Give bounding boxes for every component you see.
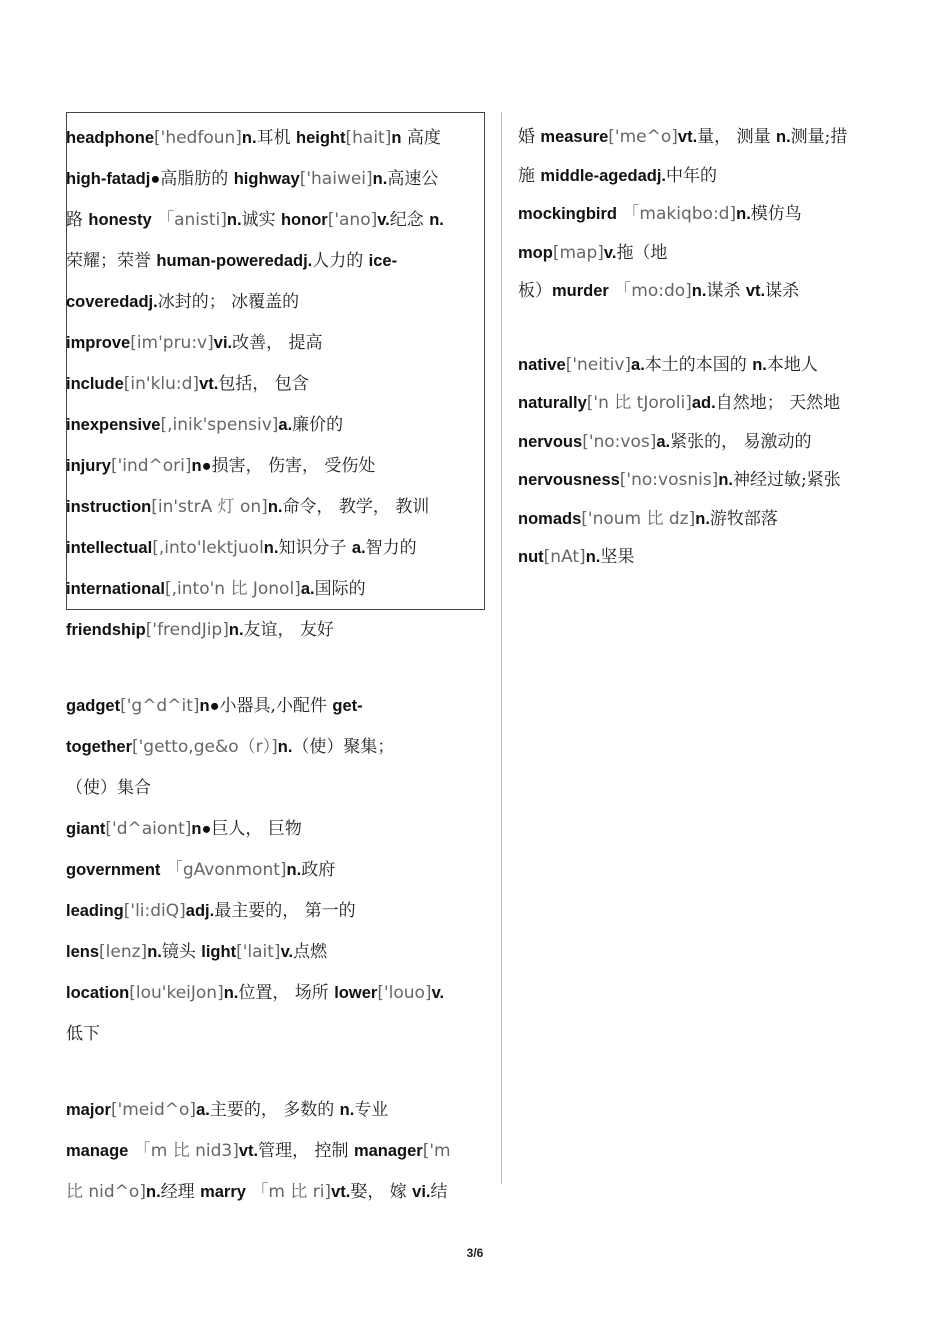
vocab-line	[66, 118, 486, 159]
definition: 高速公	[387, 169, 439, 189]
headword: naturally	[518, 394, 587, 412]
part-of-speech: a.	[300, 580, 315, 598]
headword: highway	[233, 170, 300, 188]
phonetic: ['g^d^it]	[120, 696, 200, 716]
part-of-speech: n.	[263, 539, 279, 557]
phonetic: 「m 比 nid3]	[128, 1141, 239, 1161]
part-of-speech: n.	[147, 943, 162, 961]
headword: human-poweredadj.	[156, 252, 313, 270]
definition: 人力的	[312, 251, 369, 271]
vocab-line	[66, 610, 486, 651]
vocab-line	[66, 282, 486, 323]
definition: 测量;措	[790, 127, 848, 147]
phonetic: [map]	[552, 242, 604, 263]
headword: leading	[66, 902, 124, 920]
phonetic: 「makiqbo:d]	[617, 204, 737, 224]
headword: manager	[353, 1142, 423, 1160]
definition: 命令， 教学， 教训	[282, 497, 430, 517]
definition: 高脂肪的	[160, 169, 234, 189]
headword: injury	[66, 457, 111, 475]
page-number: 3/6	[466, 1246, 484, 1260]
vocab-line	[66, 323, 486, 364]
part-of-speech: vt.	[238, 1142, 259, 1160]
phonetic: ['li:diQ]	[123, 901, 186, 921]
part-of-speech: n.	[775, 128, 791, 146]
phonetic: ['ano]	[327, 210, 378, 230]
definition: 荣耀；荣誉	[66, 251, 157, 271]
right-column	[518, 118, 888, 577]
definition: 知识分子	[278, 538, 352, 558]
definition: 改善， 提高	[232, 333, 323, 353]
phonetic: ['louo]	[377, 983, 432, 1003]
headword: high-fatadj●	[66, 170, 161, 188]
blank-line	[518, 311, 888, 346]
phonetic: ['meid^o]	[110, 1100, 197, 1120]
part-of-speech: adj.	[185, 902, 215, 920]
vocab-line	[66, 241, 486, 282]
definition: （使）集合	[66, 778, 151, 798]
headword: lens	[66, 943, 100, 961]
part-of-speech: n.	[752, 355, 767, 374]
definition: 经理	[160, 1182, 201, 1202]
headword: measure	[540, 128, 609, 146]
phonetic: ['lait]	[236, 942, 281, 962]
part-of-speech: n.	[267, 498, 283, 516]
part-of-speech: n.	[226, 211, 242, 229]
definition: 最主要的， 第一的	[214, 901, 356, 921]
definition: 政府	[301, 860, 336, 880]
vocab-line	[66, 850, 486, 891]
definition: 管理， 控制	[258, 1141, 354, 1161]
definition: 施	[518, 165, 541, 186]
part-of-speech: n.	[429, 211, 444, 229]
vocab-line	[66, 809, 486, 850]
vocab-line	[518, 234, 888, 273]
phonetic: [,inik'spensiv]	[160, 415, 279, 435]
definition: 诚实	[241, 210, 281, 230]
definition: 结	[430, 1182, 448, 1202]
phonetic: ['no:vosnis]	[619, 470, 719, 490]
part-of-speech: n.	[286, 861, 302, 879]
part-of-speech: vt.	[331, 1183, 351, 1201]
headword: lower	[334, 984, 378, 1002]
vocab-line	[66, 528, 486, 569]
vocab-line	[518, 195, 888, 234]
part-of-speech: vt.	[677, 128, 698, 146]
headword: mop	[518, 243, 553, 262]
phonetic: [lenz]	[99, 942, 148, 962]
vocab-line	[66, 200, 486, 241]
definition: 镜头	[161, 942, 202, 962]
phonetic: [,into'lektjuol	[152, 538, 264, 558]
definition: 低下	[66, 1024, 100, 1044]
definition: 高度	[401, 128, 441, 148]
definition: 紧张的， 易激动的	[670, 431, 812, 452]
headword: together	[66, 738, 132, 756]
part-of-speech: v.	[280, 943, 294, 961]
phonetic: [,into'n 比 Jonol]	[165, 579, 301, 599]
part-of-speech: n.	[241, 129, 257, 147]
part-of-speech: n.	[372, 170, 388, 188]
definition: 巨人， 巨物	[211, 819, 302, 839]
headword: improve	[66, 334, 131, 352]
part-of-speech: n	[391, 129, 402, 147]
headword: coveredadj.	[66, 293, 158, 311]
headword: nervous	[518, 432, 583, 451]
headword: height	[296, 129, 346, 147]
headword: friendship	[66, 621, 146, 639]
phonetic: ['hedfoun]	[154, 128, 242, 148]
definition: 本土的本国的	[644, 354, 753, 375]
phonetic: [in'strA 灯 on]	[151, 497, 268, 517]
vocab-line	[66, 446, 486, 487]
phonetic: ['no:vos]	[582, 431, 657, 452]
blank-line	[66, 1055, 486, 1090]
headword: middle-agedadj.	[540, 166, 667, 185]
headword: nervousness	[518, 471, 620, 489]
phonetic: 「m 比 ri]	[245, 1182, 332, 1202]
vocab-line	[518, 423, 888, 462]
definition: 谋杀	[706, 281, 746, 301]
part-of-speech: vi.	[412, 1183, 431, 1201]
vocab-line	[66, 768, 486, 809]
phonetic: ['me^o]	[608, 127, 678, 147]
vocab-line	[66, 159, 486, 200]
vocab-line	[518, 538, 888, 577]
headword: marry	[200, 1183, 246, 1201]
headword: location	[66, 984, 130, 1002]
phonetic: [in'klu:d]	[123, 374, 200, 394]
phonetic: ['neitiv]	[565, 354, 632, 375]
phonetic: 「anisti]	[151, 210, 227, 230]
headword: major	[66, 1101, 111, 1119]
definition: 谋杀	[765, 281, 800, 301]
headword: international	[66, 580, 166, 598]
vocab-line	[66, 405, 486, 446]
vocab-line	[518, 346, 888, 385]
definition: 冰封的； 冰覆盖的	[157, 292, 300, 312]
definition: 点燃	[293, 942, 328, 962]
definition: 娶， 嫁	[350, 1182, 413, 1202]
part-of-speech: n.	[339, 1101, 355, 1119]
definition: 神经过敏;紧张	[732, 470, 841, 490]
part-of-speech: v.	[377, 211, 390, 229]
part-of-speech: n●	[191, 457, 212, 475]
definition: 坚果	[600, 547, 635, 567]
definition: 耳机	[256, 128, 296, 148]
vocab-line	[66, 727, 486, 768]
phonetic: [lou'keiJon]	[129, 983, 224, 1003]
part-of-speech: v.	[431, 984, 445, 1002]
blank-line	[66, 651, 486, 686]
definition: 纪念	[389, 210, 430, 230]
definition: 损害， 伤害， 受伤处	[211, 456, 376, 476]
vocab-line	[518, 118, 888, 157]
part-of-speech: n.	[223, 984, 239, 1002]
definition: 国际的	[314, 579, 366, 599]
definition: 位置， 场所	[238, 983, 335, 1003]
definition: 小器具,小配件	[219, 696, 333, 716]
definition: 量， 测量	[697, 127, 776, 147]
part-of-speech: n.	[691, 282, 707, 300]
definition: 专业	[354, 1100, 389, 1120]
phonetic: [im'pru:v]	[130, 333, 214, 353]
definition: 婚	[518, 127, 541, 147]
part-of-speech: vt.	[199, 375, 219, 393]
headword: intellectual	[66, 539, 153, 557]
vocab-line	[66, 686, 486, 727]
definition: 主要的， 多数的	[209, 1100, 340, 1120]
definition: 智力的	[365, 538, 417, 558]
vocab-line	[66, 1090, 486, 1131]
part-of-speech: n.	[277, 738, 293, 756]
definition: 自然地； 天然地	[715, 393, 841, 413]
part-of-speech: v.	[603, 243, 617, 262]
vocab-line	[66, 973, 486, 1014]
part-of-speech: ad.	[691, 394, 716, 412]
headword: honor	[280, 211, 328, 229]
part-of-speech: a.	[656, 432, 671, 451]
definition: 游牧部落	[709, 508, 778, 529]
phonetic: [nAt]	[543, 547, 586, 567]
vocab-line	[66, 569, 486, 610]
column-divider	[501, 112, 502, 1184]
part-of-speech: n.	[585, 548, 601, 566]
vocab-line	[66, 1172, 486, 1213]
definition: 路	[66, 210, 89, 230]
vocab-line	[518, 500, 888, 539]
definition: 拖（地	[616, 242, 668, 263]
phonetic: [hait]	[345, 128, 392, 148]
phonetic: ['m	[422, 1141, 451, 1161]
phonetic: ['d^aiont]	[105, 819, 192, 839]
definition: 友谊， 友好	[243, 620, 334, 640]
headword: giant	[66, 820, 106, 838]
headword: light	[201, 943, 237, 961]
headword: murder	[552, 282, 609, 300]
vocab-line	[66, 1014, 486, 1055]
part-of-speech: a.	[631, 355, 645, 374]
definition: 本地人	[766, 354, 818, 375]
left-column	[66, 118, 486, 1213]
definition: 包括， 包含	[218, 374, 309, 394]
headword: honesty	[88, 211, 152, 229]
definition: 廉价的	[292, 415, 344, 435]
headword: gadget	[66, 697, 121, 715]
definition: 模仿鸟	[750, 204, 802, 224]
headword: nut	[518, 548, 544, 566]
vocab-line	[518, 157, 888, 196]
headword: mockingbird	[518, 205, 618, 223]
part-of-speech: n.	[695, 509, 710, 528]
phonetic: ['haiwei]	[299, 169, 373, 189]
part-of-speech: n.	[718, 471, 733, 489]
part-of-speech: n●	[199, 697, 220, 715]
phonetic: ['ind^ori]	[110, 456, 192, 476]
part-of-speech: vi.	[213, 334, 233, 352]
headword: manage	[66, 1142, 129, 1160]
part-of-speech: n.	[145, 1183, 161, 1201]
headword: nomads	[518, 509, 582, 528]
vocab-line	[518, 461, 888, 500]
phonetic: 比 nid^o]	[66, 1182, 146, 1202]
headword: native	[518, 355, 566, 374]
phonetic: 「gAvonmont]	[160, 860, 287, 880]
headword: include	[66, 375, 124, 393]
definition: 中年的	[666, 165, 718, 186]
part-of-speech: vt.	[745, 282, 766, 300]
phonetic: ['frendJip]	[145, 620, 229, 640]
part-of-speech: n.	[736, 205, 751, 223]
vocab-line	[66, 1131, 486, 1172]
headword: headphone	[66, 129, 155, 147]
part-of-speech: a.	[278, 416, 293, 434]
vocab-line	[518, 272, 888, 311]
headword: ice-	[368, 252, 398, 270]
definition: 板）	[518, 281, 552, 301]
part-of-speech: a.	[351, 539, 366, 557]
vocab-line	[518, 384, 888, 423]
headword: government	[66, 861, 161, 879]
phonetic: ['n 比 tJoroli]	[586, 393, 692, 413]
vocab-line	[66, 932, 486, 973]
part-of-speech: n.	[228, 621, 244, 639]
vocab-line	[66, 487, 486, 528]
vocab-line	[66, 891, 486, 932]
part-of-speech: n●	[191, 820, 212, 838]
phonetic: 「mo:do]	[608, 281, 692, 301]
phonetic: ['getto,ge&o（r）]	[132, 737, 278, 757]
part-of-speech: a.	[196, 1101, 210, 1119]
headword: get-	[332, 697, 363, 715]
headword: instruction	[66, 498, 152, 516]
vocab-line	[66, 364, 486, 405]
phonetic: ['noum 比 dz]	[581, 508, 696, 529]
headword: inexpensive	[66, 416, 161, 434]
definition: （使）聚集；	[292, 737, 395, 757]
